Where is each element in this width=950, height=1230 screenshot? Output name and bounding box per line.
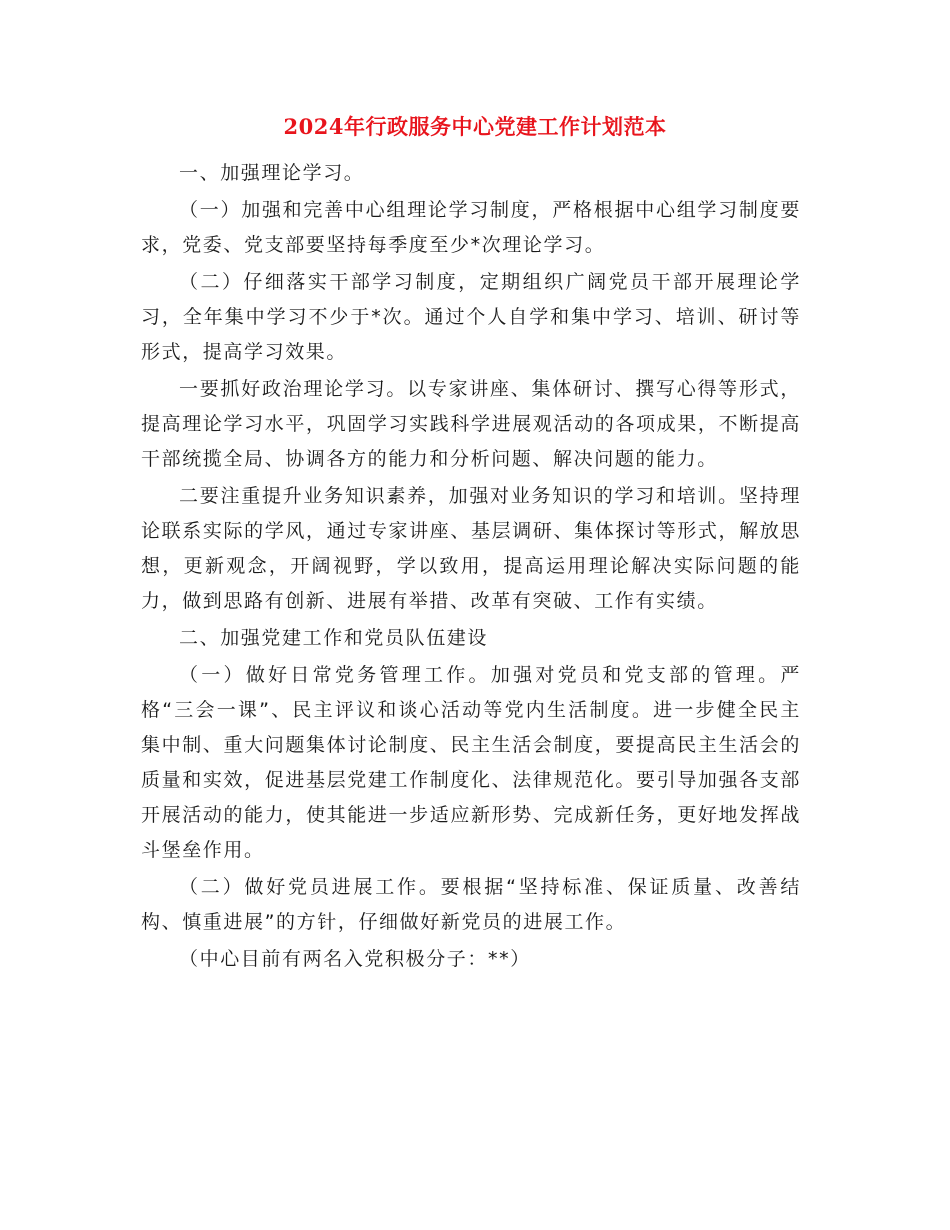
paragraph: （中心目前有两名入党积极分子：**） bbox=[179, 948, 531, 970]
paragraph: 二要注重提升业务知识素养，加强对业务知识的学习和培训。坚持理论联系实际的学风，通过专家讲座、基层调研、集体探讨等形式，解放思想，更新观念，开阔视野，学以致用，提高运用理论解决实际问题的能力，做到思路有创新、进展有举措、改革有突破、工作有实绩。 bbox=[141, 485, 801, 612]
section-heading-2: 二、加强党建工作和党员队伍建设 bbox=[179, 627, 489, 649]
paragraph: （一）做好日常党务管理工作。加强对党员和党支部的管理。严格“三会一课”、民主评议和谈心活动等党内生活制度。进一步健全民主集中制、重大问题集体讨论制度、民主生活会制度，要提高民主生活会的质量和实效，促进基层党建工作制度化、法律规范化。要引导加强各支部开展活动的能力，使其能进一步适应新形势、完成新任务，更好地发挥战斗堡垒作用。 bbox=[141, 664, 801, 861]
document-body bbox=[141, 156, 801, 979]
section-heading-1: 一、加强理论学习。 bbox=[179, 162, 365, 184]
paragraph: （二）做好党员进展工作。要根据“坚持标准、保证质量、改善结构、慎重进展”的方针，仔细做好新党员的进展工作。 bbox=[141, 876, 801, 933]
paragraph: （二）仔细落实干部学习制度，定期组织广阔党员干部开展理论学习，全年集中学习不少于*次。通过个人自学和集中学习、培训、研讨等形式，提高学习效果。 bbox=[141, 271, 801, 363]
document-title: 2024年行政服务中心党建工作计划范本 bbox=[283, 114, 667, 139]
paragraph: （一）加强和完善中心组理论学习制度，严格根据中心组学习制度要求，党委、党支部要坚持每季度至少*次理论学习。 bbox=[141, 199, 801, 256]
paragraph: 一要抓好政治理论学习。以专家讲座、集体研讨、撰写心得等形式，提高理论学习水平，巩固学习实践科学进展观活动的各项成果，不断提高干部统揽全局、协调各方的能力和分析问题、解决问题的能力。 bbox=[141, 378, 801, 470]
